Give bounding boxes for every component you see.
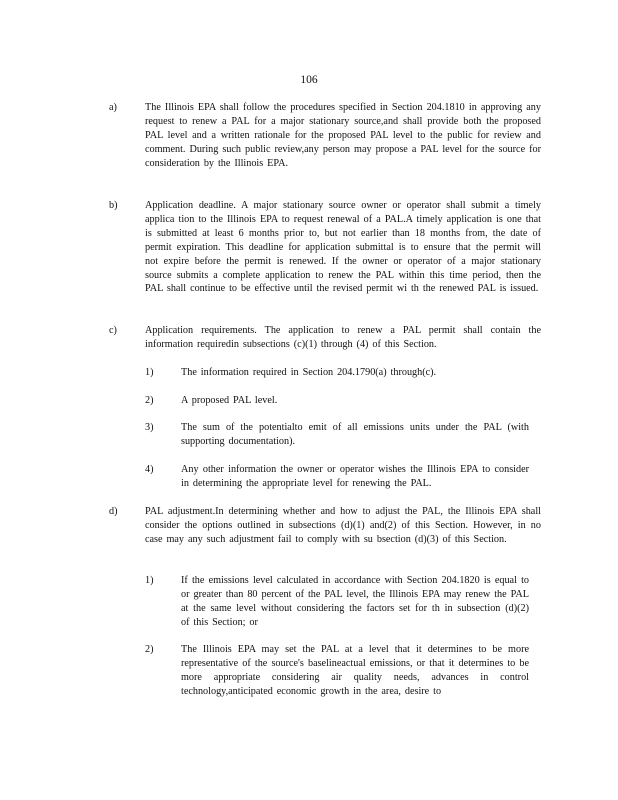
section-label: d) [109, 506, 118, 517]
page-number: 106 [300, 74, 318, 86]
subsection-paragraph: If the emissions level calculated in accordance with Section 204.1820 is equal to or greater than 80 percent of the PAL level, the Illinois EPA may renew the PAL at the same level without considering the factors set for th in subsection (d)(2) of this Section; or [181, 575, 529, 628]
section-paragraph: Application requirements. The application to renew a PAL permit shall contain the information requiredin subsections (c)(1) through (4) of this Section. [145, 325, 541, 350]
subsection-label: 2) [145, 644, 154, 655]
subsection-paragraph: Any other information the owner or operator wishes the Illinois EPA to consider in determining the appropriate level for renewing the PAL. [181, 464, 529, 489]
subsection-label: 2) [145, 395, 154, 406]
subsection-label: 1) [145, 575, 154, 586]
section-paragraph: PAL adjustment.In determining whether and how to adjust the PAL, the Illinois EPA shall consider the options outlined in subsections (d)(1) and(2) of this Section. However, in no case may any such adjustment fail to comply with su bsection (d)(3) of this Section. [145, 506, 541, 545]
section-label: c) [109, 325, 117, 336]
section-paragraph: Application deadline. A major stationary source owner or operator shall submit a timely applica tion to the Illinois EPA to request renewal of a PAL.A timely application is one that is submitted at least 6 months prior to, but not earlier than 18 months from, the date of permit expiration. This deadline for application submittal is to ensure that the permit will not expire before the permit is renewed. If the owner or operator of a major stationary source submits a complete application to renew the PAL within this time period, then the PAL shall continue to be effective until the revised permit wi th the renewed PAL is issued. [145, 200, 541, 295]
subsection-label: 1) [145, 367, 154, 378]
section-label: b) [109, 200, 118, 211]
subsection-label: 4) [145, 464, 154, 475]
subsection-paragraph: A proposed PAL level. [181, 395, 278, 406]
subsection-label: 3) [145, 422, 154, 433]
subsection-paragraph: The Illinois EPA may set the PAL at a level that it determines to be more representative of the source's baselineactual emissions, or that it determines to be more appropriate considering air quality needs, advances in control technology,anticipated economic growth in the area, desire to [181, 644, 529, 697]
subsection-paragraph: The sum of the potentialto emit of all emissions units under the PAL (with supporting documentation). [181, 422, 529, 447]
section-paragraph: The Illinois EPA shall follow the procedures specified in Section 204.1810 in approving any request to renew a PAL for a major stationary source,and shall provide both the proposed PAL level and a written rationale for the proposed PAL level to the public for review and comment. During such public review,any person may propose a PAL level for the source for consideration by the Illinois EPA. [145, 102, 541, 169]
section-label: a) [109, 102, 117, 113]
subsection-paragraph: The information required in Section 204.1790(a) through(c). [181, 367, 437, 378]
